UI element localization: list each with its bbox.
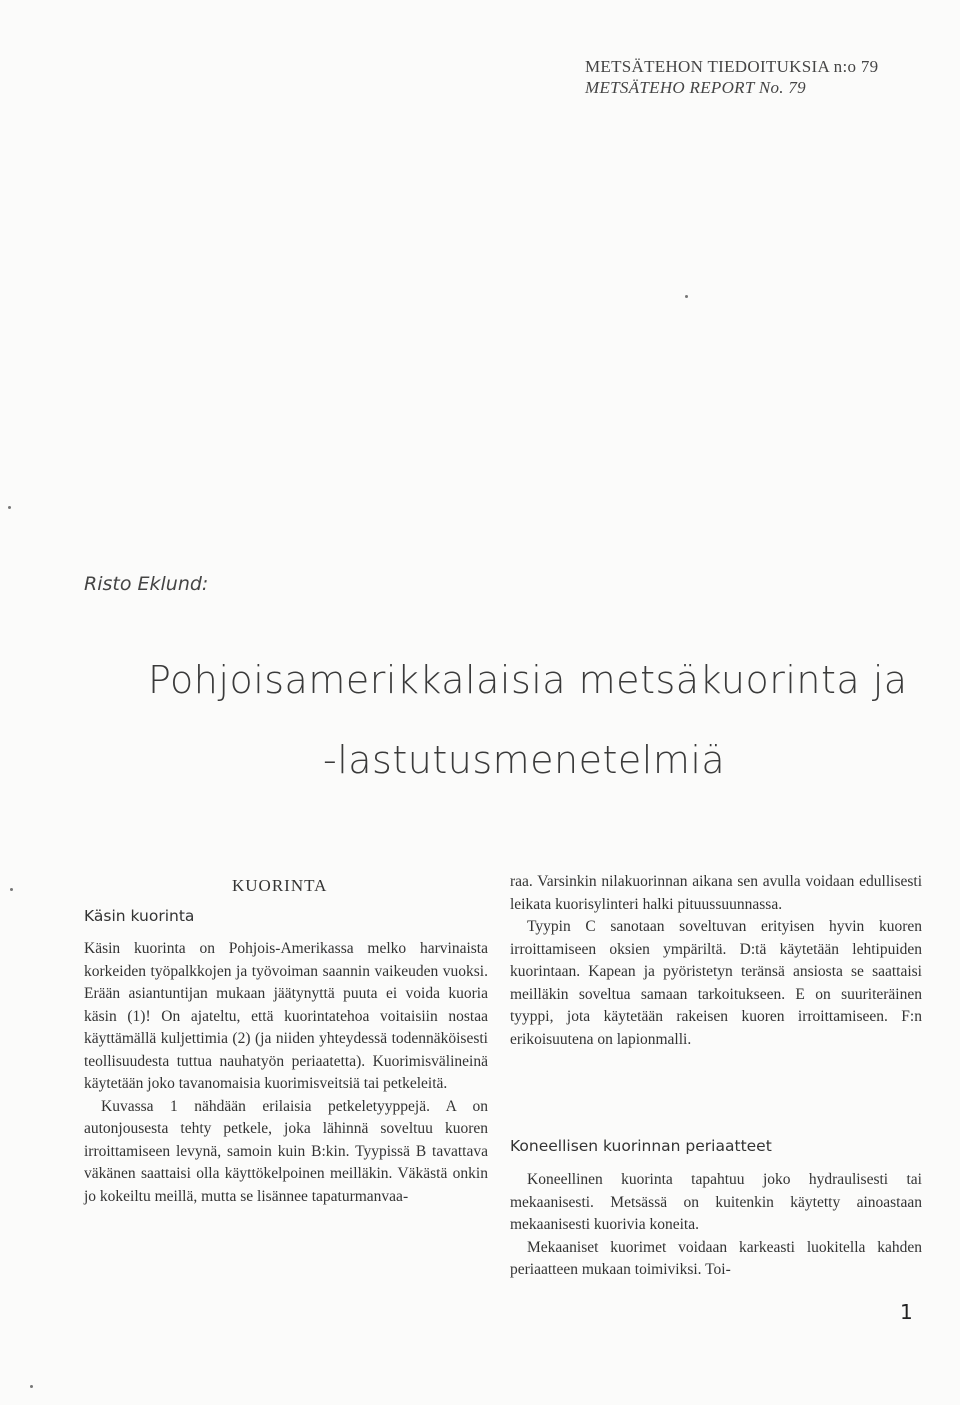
column-left <box>84 938 488 1208</box>
paragraph: Käsin kuorinta on Pohjois-Amerikassa melko harvinaista korkeiden työpalkkojen ja työvoiman saannin vaikeuden vuoksi. Erään asiantuntijan mukaan jäätynyttä puuta ei voida kuoria käsin (1)! On ajateltu, että kuorintatehoa voitaisiin nostaa käyttämällä kuljettimia (2) (ja niiden yhteydessä todennäköisesti teollisuudesta tuttua nauhatyön periaatetta). Kuorimisvälineinä käytetään joko tavanomaisia kuorimisveitsiä tai petkeleitä. <box>84 940 488 1092</box>
article-title-line2: -lastutusmenetelmiä <box>323 738 726 782</box>
series-title-finnish: METSÄTEHON TIEDOITUKSIA n:o 79 <box>585 57 879 76</box>
column-right-bottom <box>510 1169 922 1282</box>
article-title-line1: Pohjoisamerikkalaisia metsäkuorinta ja <box>148 658 908 702</box>
scan-mark <box>8 506 11 509</box>
paragraph: Tyypin C sanotaan soveltuvan erityisen hyvin kuoren irroittamiseen oksien ympäriltä. D:tä käytetään lehtipuiden kuorintaan. Kapean ja pyöristetyn teränsä ansiosta se saattaisi meilläkin soveltua samaan tarkoitukseen. E on suuriteräinen tyyppi, jota käytetään rakeisen kuoren irroittamiseen. F:n erikoisuutena on lapionmalli. <box>510 918 922 1048</box>
subheading-mechanical-principles: Koneellisen kuorinnan periaatteet <box>510 1137 772 1155</box>
subheading-hand-debarking: Käsin kuorinta <box>84 907 195 925</box>
paragraph: Mekaaniset kuorimet voidaan karkeasti luokitella kahden periaatteen mukaan toimiviksi. Toi- <box>510 1238 922 1278</box>
scan-mark <box>10 888 13 891</box>
section-heading: KUORINTA <box>232 876 328 895</box>
scan-mark <box>685 295 688 298</box>
paragraph: Koneellinen kuorinta tapahtuu joko hydraulisesti tai mekaanisesti. Metsässä on kuitenkin käytetty ainoastaan mekaanisesti kuorivia koneita. <box>510 1171 922 1233</box>
scan-mark <box>30 1385 33 1388</box>
column-right-top <box>510 871 922 1051</box>
paragraph: Kuvassa 1 nähdään erilaisia petkeletyyppejä. A on autonjousesta tehty petkele, joka lähinnä soveltuu kuoren irroittamiseen levynä, samoin kuin B:kin. Tyypissä B tavattava väkänen saattaisi olla käyttökelpoinen meilläkin. Väkästä onkin jo kokeiltu meillä, mutta se lisännee tapaturmanvaa- <box>84 1097 488 1205</box>
series-title-english: METSÄTEHO REPORT No. 79 <box>585 78 806 97</box>
paragraph: raa. Varsinkin nilakuorinnan aikana sen avulla voidaan edullisesti leikata kuorisylinteri halki pituussuunnassa. <box>510 873 922 913</box>
series-header <box>585 56 878 98</box>
author-name: Risto Eklund: <box>84 573 209 595</box>
page-number: 1 <box>900 1300 913 1324</box>
